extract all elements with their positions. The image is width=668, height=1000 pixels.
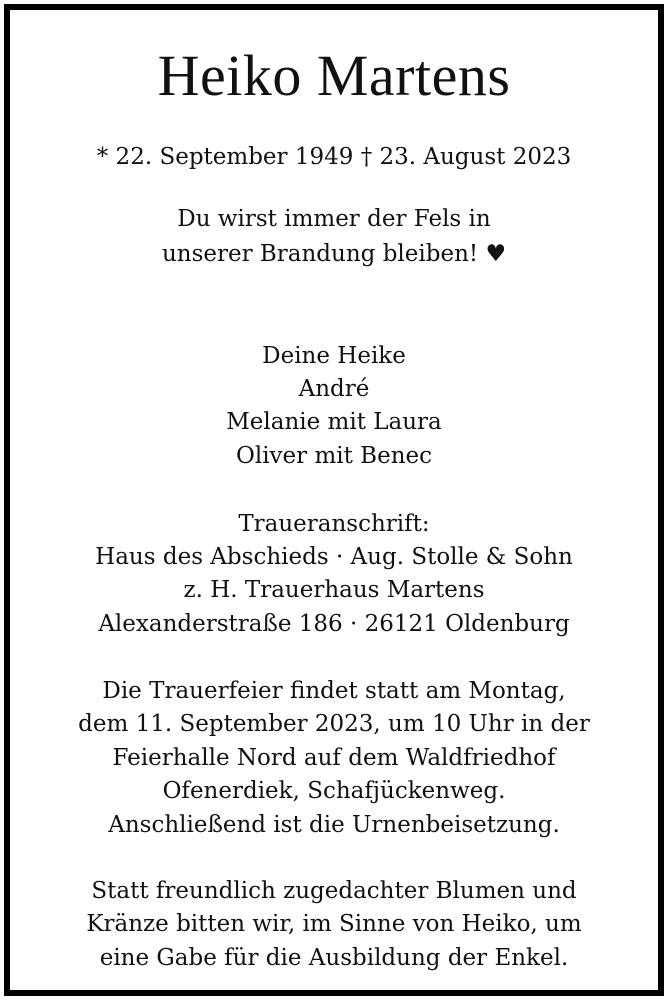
family-member: Oliver mit Benec <box>235 443 433 469</box>
donation-line: eine Gabe für die Ausbildung der Enkel. <box>99 945 569 971</box>
donation-line: Statt freundlich zugedachter Blumen und <box>91 878 577 904</box>
motto-line-2: unserer Brandung bleiben! ♥ <box>161 241 507 267</box>
donation-line: Kränze bitten wir, im Sinne von Heiko, um <box>86 911 582 937</box>
ceremony-line: Die Trauerfeier findet statt am Montag, <box>102 678 566 704</box>
address-line: Alexanderstraße 186 · 26121 Oldenburg <box>98 611 570 637</box>
family-member: Deine Heike <box>262 343 406 369</box>
life-dates: * 22. September 1949 † 23. August 2023 <box>96 144 572 170</box>
motto-line-1: Du wirst immer der Fels in <box>177 206 491 232</box>
address-heading: Traueranschrift: <box>238 511 430 537</box>
ceremony-line: Ofenerdiek, Schafjückenweg. <box>162 778 506 804</box>
ceremony-line: Feierhalle Nord auf dem Waldfriedhof <box>112 745 556 771</box>
address-line: z. H. Trauerhaus Martens <box>183 577 485 603</box>
family-member: Melanie mit Laura <box>226 409 442 435</box>
address-line: Haus des Abschieds · Aug. Stolle & Sohn <box>95 544 573 570</box>
family-member: André <box>298 376 370 402</box>
deceased-name: Heiko Martens <box>157 43 511 108</box>
ceremony-line: dem 11. September 2023, um 10 Uhr in der <box>78 711 590 737</box>
ceremony-line: Anschließend ist die Urnenbeisetzung. <box>108 812 560 838</box>
